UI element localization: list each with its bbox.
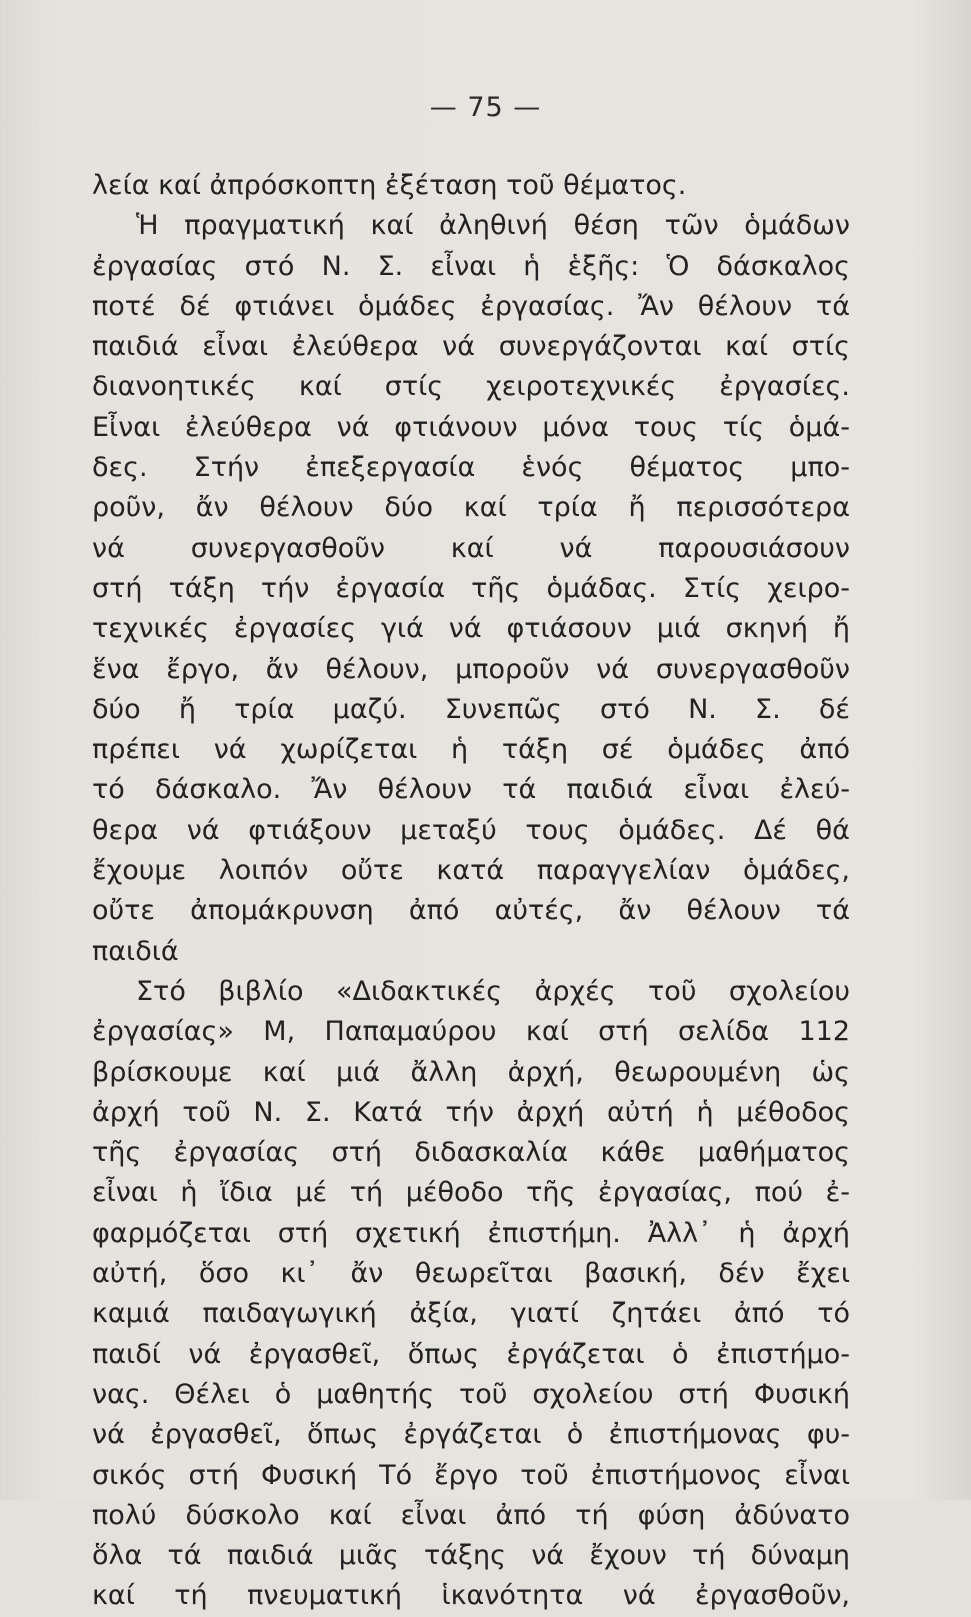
text-line: ἕνα ἔργο, ἄν θέλουν, μποροῦν νά συνεργασθοῦν — [92, 653, 850, 685]
text-line: σικός στή Φυσική Τό ἔργο τοῦ ἐπιστήμονος εἶναι — [92, 1459, 850, 1491]
text-line: ὅλα τά παιδιά μιᾶς τάξης νά ἔχουν τή δύναμη — [92, 1540, 850, 1572]
text-line: τό δάσκαλο. Ἄν θέλουν τά παιδιά εἶναι ἐλεύ- — [92, 774, 850, 806]
text-line: ἐργασίας στό Ν. Σ. εἶναι ἡ ἑξῆς: Ὁ δάσκαλος — [92, 250, 850, 282]
text-line: πρέπει νά χωρίζεται ἡ τάξη σέ ὁμάδες ἀπό — [92, 734, 850, 766]
text-line: πολύ δύσκολο καί εἶναι ἀπό τή φύση ἀδύνατο — [92, 1499, 850, 1531]
page-number: — 75 — — [429, 92, 542, 123]
text-line: στή τάξη τήν ἐργασία τῆς ὁμάδας. Στίς χειρο- — [92, 572, 850, 604]
text-line: φαρμόζεται στή σχετική ἐπιστήμη. Ἀλλ᾽ ἡ ἀρχή — [92, 1217, 850, 1249]
text-line: διανοητικές καί στίς χειροτεχνικές ἐργασίες. — [92, 371, 850, 403]
text-line: νά συνεργασθοῦν καί νά παρουσιάσουν — [92, 532, 850, 564]
text-line: ἔχουμε λοιπόν οὔτε κατά παραγγελίαν ὁμάδες, — [92, 855, 850, 887]
text-line: Εἶναι ἐλεύθερα νά φτιάνουν μόνα τους τίς ὁμά- — [92, 411, 850, 443]
text-line: παιδιά — [92, 935, 179, 967]
text-line: εἶναι ἡ ἴδια μέ τή μέθοδο τῆς ἐργασίας, πού ἐ- — [92, 1177, 850, 1209]
text-line: λεία καί ἀπρόσκοπτη ἐξέταση τοῦ θέματος. — [92, 170, 687, 201]
text-line: αὐτή, ὅσο κι᾽ ἄν θεωρεῖται βασική, δέν ἔχει — [92, 1258, 850, 1290]
text-line: καμιά παιδαγωγική ἀξία, γιατί ζητάει ἀπό τό — [92, 1298, 850, 1330]
text-line: Ἡ πραγματική καί ἀληθινή θέση τῶν ὁμάδων — [136, 210, 850, 242]
text-line: δες. Στήν ἐπεξεργασία ἑνός θέματος μπο- — [92, 452, 850, 484]
text-line: θερα νά φτιάξουν μεταξύ τους ὁμάδες. Δέ θά — [92, 814, 850, 846]
text-line: καί τή πνευματική ἱκανότητα νά ἐργασθοῦν, — [92, 1580, 850, 1612]
text-line: ἐργασίας» Μ, Παπαμαύρου καί στή σελίδα 112 — [92, 1016, 850, 1048]
body-text — [92, 166, 850, 1617]
text-line: νας. Θέλει ὁ μαθητής τοῦ σχολείου στή Φυσική — [92, 1378, 850, 1410]
text-line: παιδί νά ἐργασθεῖ, ὅπως ἐργάζεται ὁ ἐπιστήμο- — [92, 1338, 850, 1370]
text-line: παιδιά εἶναι ἐλεύθερα νά συνεργάζονται καί στίς — [92, 331, 850, 363]
text-line: Στό βιβλίο «Διδακτικές ἀρχές τοῦ σχολείου — [136, 975, 850, 1007]
text-line: δύο ἤ τρία μαζύ. Συνεπῶς στό Ν. Σ. δέ — [92, 693, 850, 725]
text-line: ροῦν, ἄν θέλουν δύο καί τρία ἤ περισσότερα — [92, 492, 850, 524]
text-line: νά ἐργασθεῖ, ὅπως ἐργάζεται ὁ ἐπιστήμονας φυ- — [92, 1419, 850, 1451]
text-line: ποτέ δέ φτιάνει ὁμάδες ἐργασίας. Ἄν θέλουν τά — [92, 290, 850, 322]
text-line: τῆς ἐργασίας στή διδασκαλία κάθε μαθήματος — [92, 1137, 850, 1169]
text-line: τεχνικές ἐργασίες γιά νά φτιάσουν μιά σκηνή ἤ — [92, 613, 850, 645]
text-line: ἀρχή τοῦ Ν. Σ. Κατά τήν ἀρχή αὐτή ἡ μέθοδος — [92, 1096, 850, 1128]
text-line: οὔτε ἀπομάκρυνση ἀπό αὐτές, ἄν θέλουν τά — [92, 895, 850, 927]
text-line: βρίσκουμε καί μιά ἄλλη ἀρχή, θεωρουμένη ὡς — [92, 1056, 850, 1088]
